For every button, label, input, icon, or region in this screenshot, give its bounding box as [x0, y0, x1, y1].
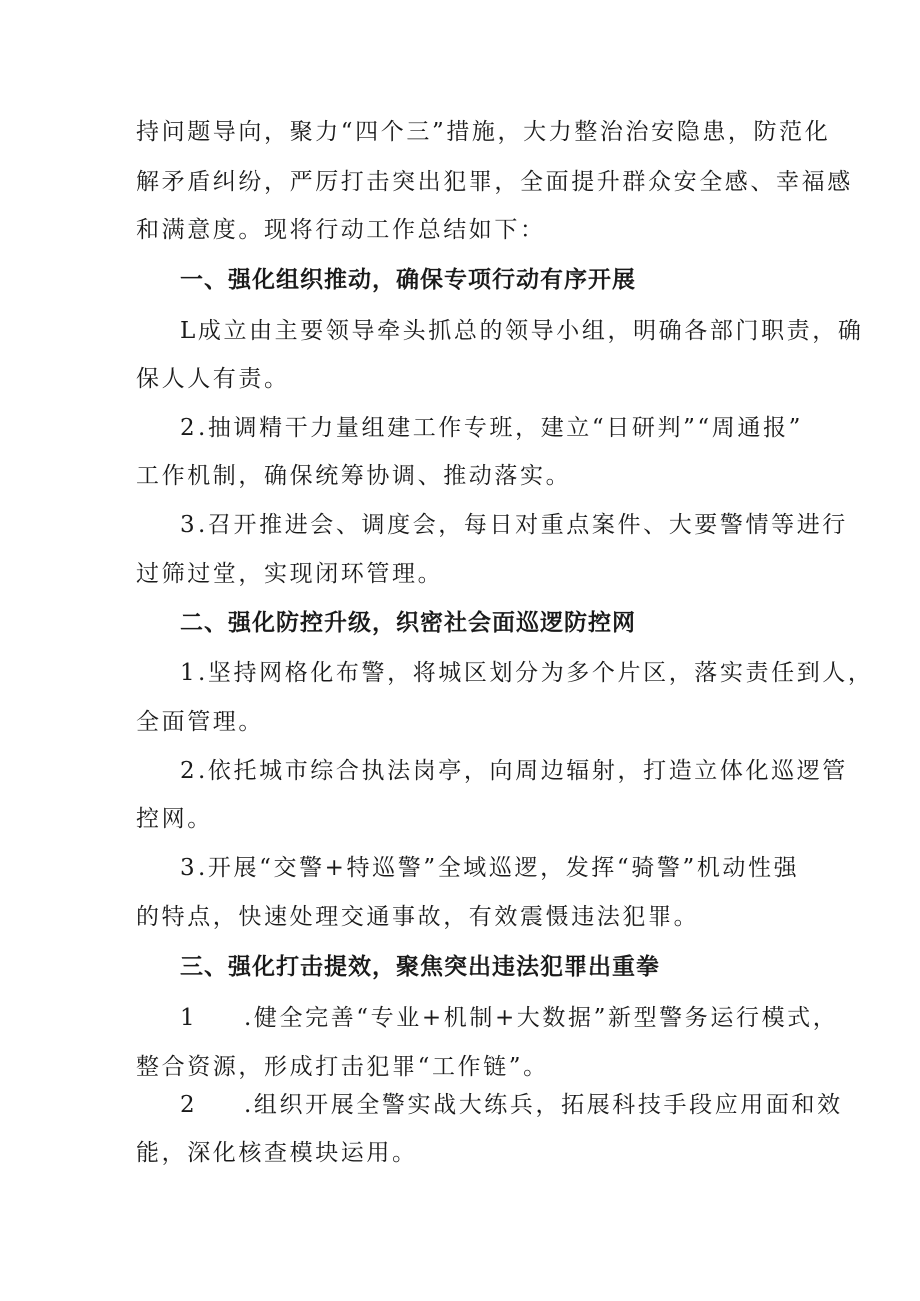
section-1-item-1-line-1: L成立由主要领导牵头抓总的领导小组，明确各部门职责，确	[180, 318, 864, 344]
section-1-heading: 一、强化组织推动，确保专项行动有序开展	[180, 267, 636, 293]
section-1-item-2-line-2: 工作机制，确保统筹协调、推动落实。	[136, 463, 572, 489]
section-1-item-1-line-2: 保人人有责。	[136, 366, 290, 392]
section-3-item-2-line-1	[180, 1090, 843, 1120]
item-number: 3	[180, 855, 198, 881]
section-1-item-3-line-2: 过筛过堂，实现闭环管理。	[136, 561, 444, 587]
intro-line-1: 持问题导向，聚力“四个三”措施，大力整治治安隐患，防范化	[136, 119, 831, 145]
item-text: .坚持网格化布警，将城区划分为多个片区，落实责任到人，	[198, 660, 874, 686]
section-3-item-1-line-2: 整合资源，形成打击犯罪“工作链”。	[136, 1054, 549, 1080]
item-text: .召开推进会、调度会，每日对重点案件、大要警情等进行	[198, 512, 848, 538]
section-2-item-2-line-2: 控网。	[136, 806, 213, 832]
item-number: 3	[180, 512, 198, 538]
item-text: .组织开展全警实战大练兵，拓展科技手段应用面和效	[244, 1092, 843, 1118]
intro-line-2: 解矛盾纠纷，严厉打击突出犯罪，全面提升群众安全感、幸福感	[136, 169, 853, 195]
item-number: 1	[180, 660, 198, 686]
intro-line-3: 和满意度。现将行动工作总结如下：	[136, 217, 546, 243]
section-2-heading: 二、强化防控升级，织密社会面巡逻防控网	[180, 610, 636, 636]
section-3-heading: 三、强化打击提效，聚焦突出违法犯罪出重拳	[180, 954, 660, 980]
item-text: .开展“交警+特巡警”全域巡逻，发挥“骑警”机动性强	[198, 855, 800, 881]
section-3-item-1-line-1	[180, 1003, 839, 1033]
section-2-item-3-line-2: 的特点，快速处理交通事故，有效震慑违法犯罪。	[136, 904, 700, 930]
section-2-item-2-line-1	[180, 756, 848, 786]
section-2-item-1-line-2: 全面管理。	[136, 709, 264, 735]
section-3-item-2-line-2: 能，深化核查模块运用。	[136, 1140, 418, 1166]
section-2-item-3-line-1	[180, 853, 800, 883]
item-text: .健全完善“专业+机制+大数据”新型警务运行模式，	[244, 1005, 839, 1031]
section-1-item-2-line-1	[180, 413, 803, 443]
item-number: 2	[180, 415, 198, 441]
item-number: 1	[180, 1005, 198, 1031]
item-number: 2	[180, 1092, 198, 1118]
section-1-item-3-line-1	[180, 510, 848, 540]
item-number: 2	[180, 758, 198, 784]
section-2-item-1-line-1	[180, 658, 874, 688]
item-text: .抽调精干力量组建工作专班，建立“日研判”“周通报”	[198, 415, 803, 441]
item-text: .依托城市综合执法岗亭，向周边辐射，打造立体化巡逻管	[198, 758, 848, 784]
